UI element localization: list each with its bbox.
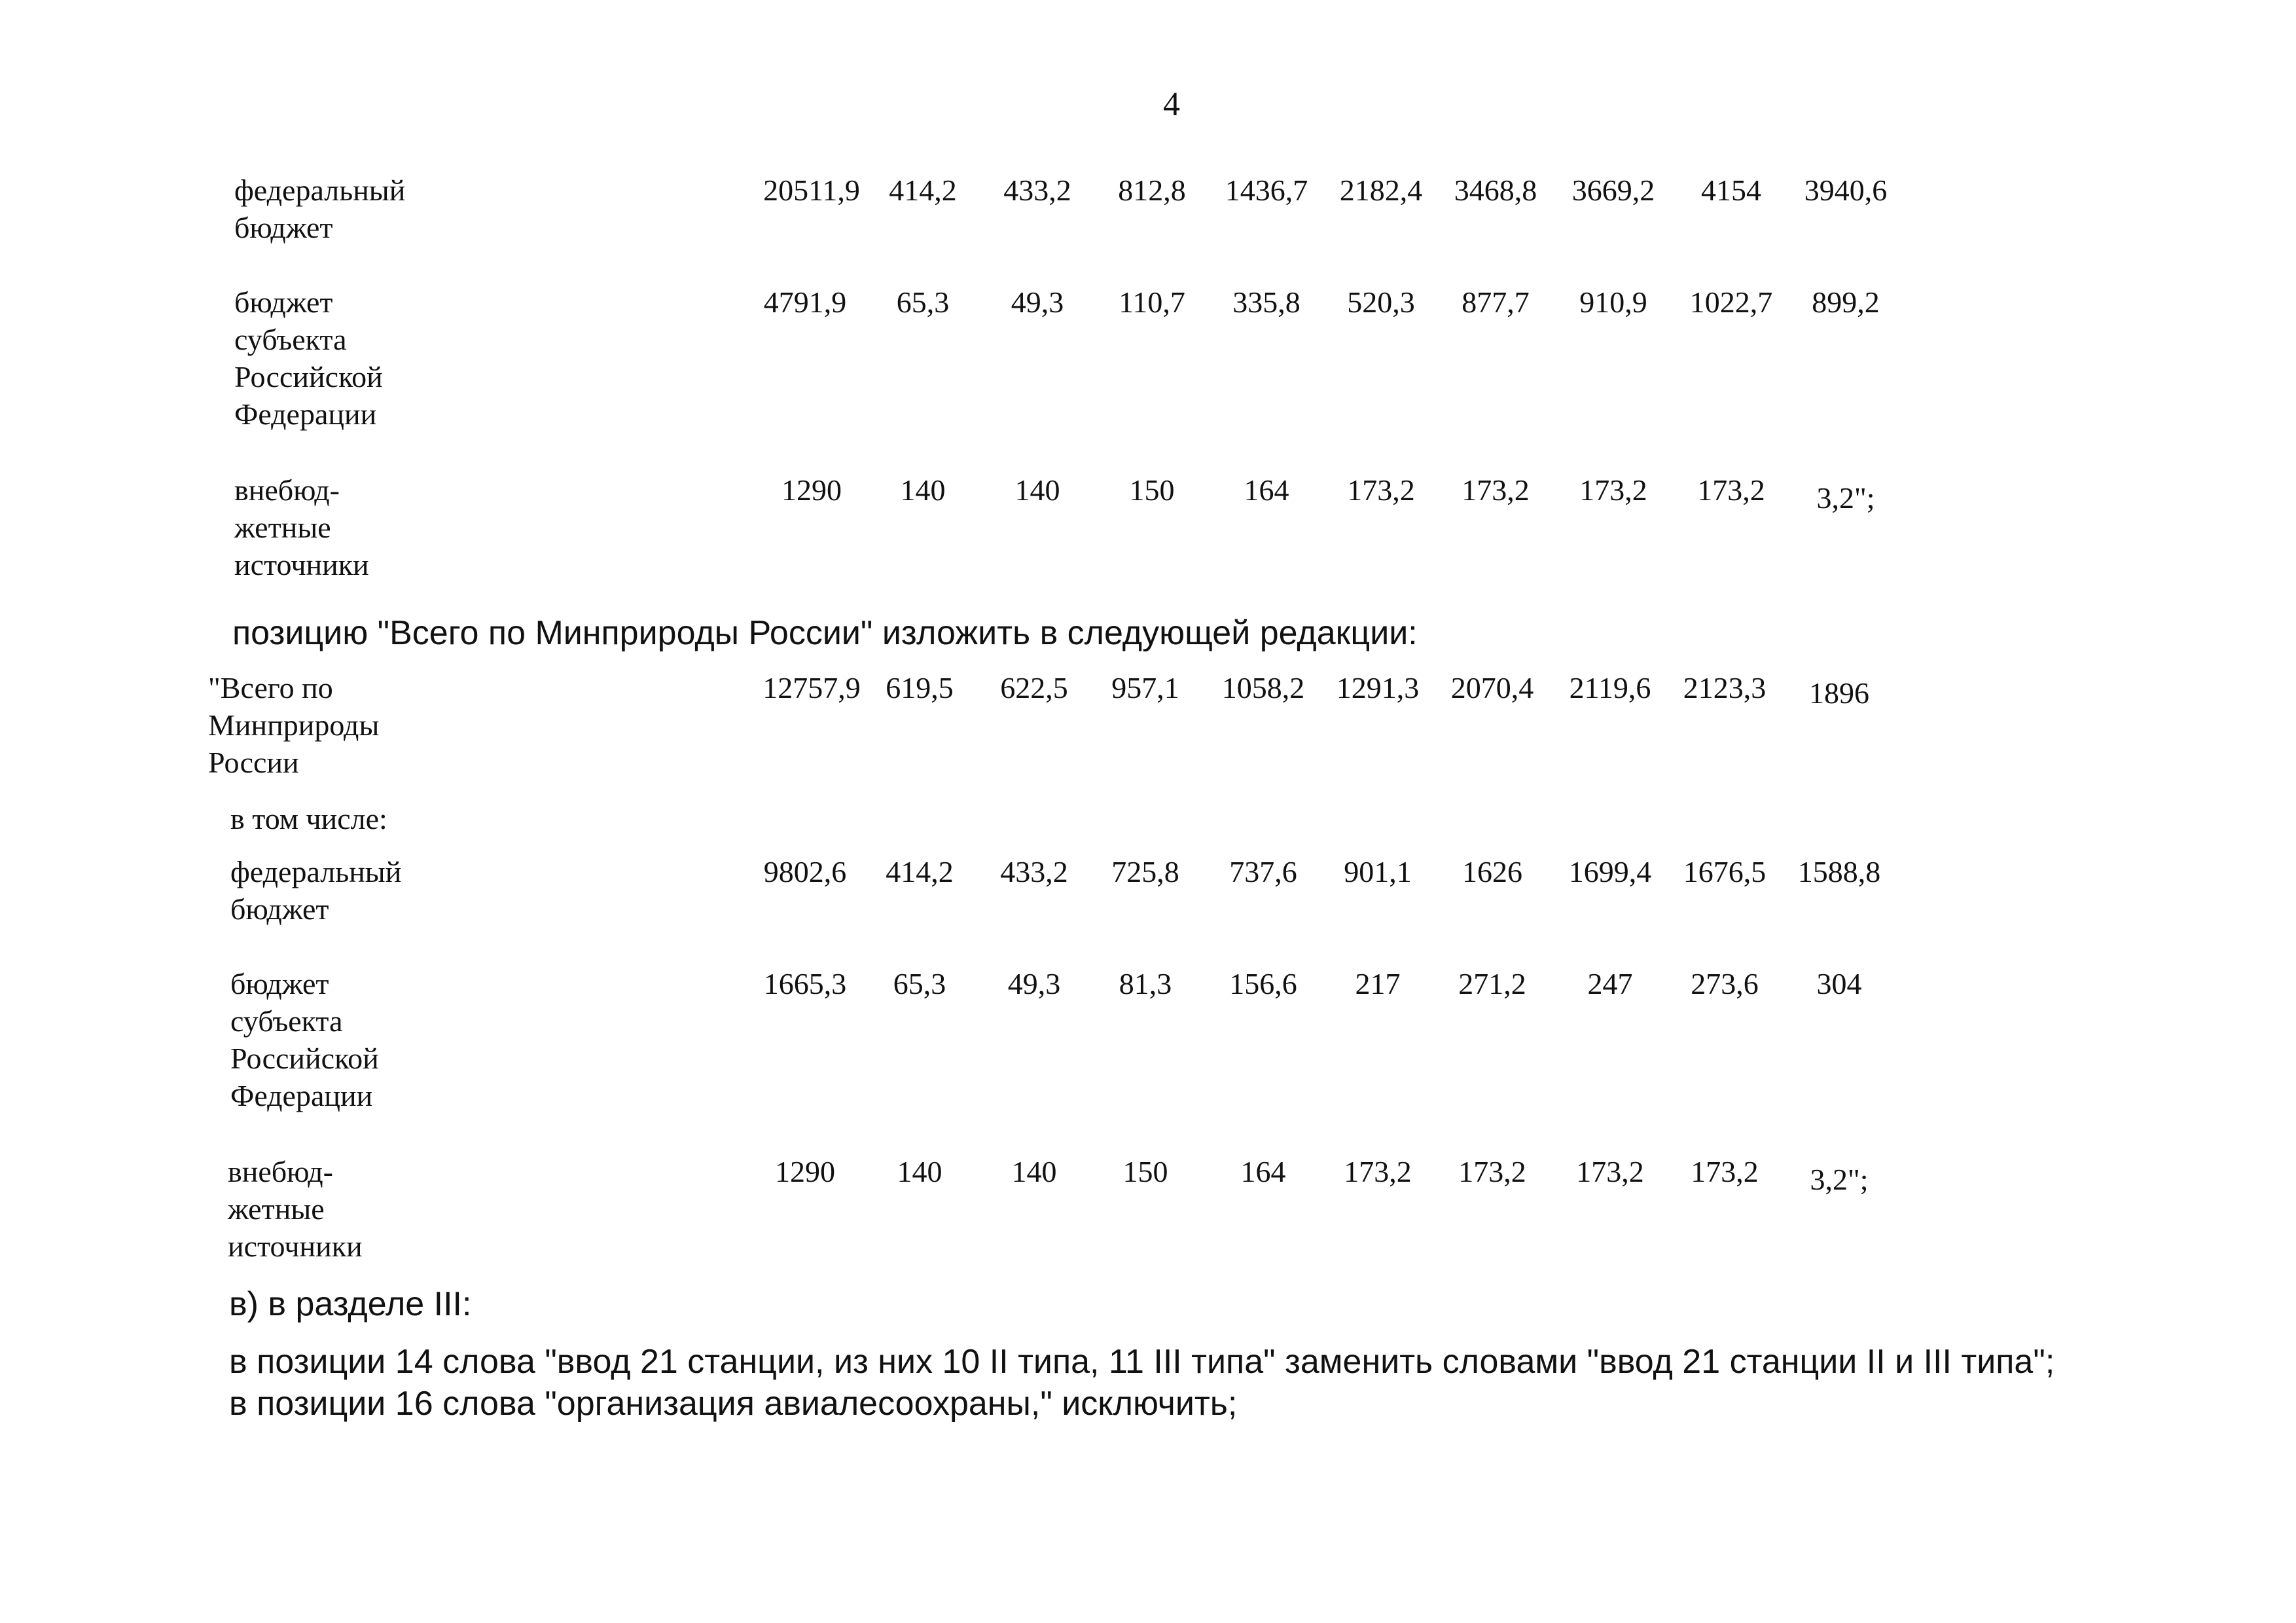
row-label: федеральный бюджет <box>234 173 406 244</box>
value-cell: 4791,9 <box>763 285 847 319</box>
value-cell: 1436,7 <box>1225 173 1308 207</box>
value-cell: 110,7 <box>1119 285 1185 319</box>
value-cell: 335,8 <box>1232 285 1300 319</box>
value-cell: 1588,8 <box>1797 855 1881 888</box>
instruction-replace-total: позицию "Всего по Минприроды России" изложить в следующей редакции: <box>232 614 1418 652</box>
value-cell: 65,3 <box>893 967 946 1000</box>
value-cell: 812,8 <box>1118 173 1186 207</box>
value-cell: 1022,7 <box>1689 285 1773 319</box>
value-cell: 173,2 <box>1347 473 1415 507</box>
value-cell: 3,2"; <box>1810 1163 1869 1196</box>
value-cell: 2070,4 <box>1450 671 1534 704</box>
page-number: 4 <box>1163 86 1180 123</box>
value-cell: 877,7 <box>1462 285 1530 319</box>
row-label: бюджет субъекта Российской Федерации <box>234 285 383 431</box>
value-cell: 81,3 <box>1119 967 1172 1000</box>
value-cell: 140 <box>1014 473 1060 507</box>
value-cell: 433,2 <box>1003 173 1071 207</box>
value-cell: 173,2 <box>1697 473 1765 507</box>
value-cell: 20511,9 <box>763 173 860 207</box>
value-cell: 1676,5 <box>1683 855 1767 888</box>
value-cell: 173,2 <box>1462 473 1530 507</box>
row-label: федеральный бюджет <box>230 855 402 926</box>
value-cell: 173,2 <box>1576 1155 1644 1188</box>
row-label: внебюд- жетные источники <box>228 1155 363 1263</box>
value-cell: 217 <box>1355 967 1401 1000</box>
value-cell: 2119,6 <box>1569 671 1651 704</box>
value-cell: 3,2"; <box>1816 481 1875 515</box>
value-cell: 173,2 <box>1691 1155 1759 1188</box>
paragraph-section-iii: в) в разделе III: <box>229 1285 472 1323</box>
value-cell: 140 <box>1011 1155 1057 1188</box>
value-cell: 1290 <box>775 1155 835 1188</box>
row-label: бюджет субъекта Российской Федерации <box>230 967 379 1112</box>
row-label: внебюд- жетные источники <box>234 473 369 581</box>
value-cell: 2182,4 <box>1339 173 1423 207</box>
subheading-including: в том числе: <box>230 802 387 835</box>
value-cell: 1896 <box>1809 676 1869 710</box>
value-cell: 910,9 <box>1579 285 1647 319</box>
value-cell: 2123,3 <box>1683 671 1767 704</box>
value-cell: 150 <box>1129 473 1175 507</box>
value-cell: 725,8 <box>1111 855 1179 888</box>
value-cell: 3940,6 <box>1804 173 1888 207</box>
value-cell: 520,3 <box>1347 285 1415 319</box>
value-cell: 957,1 <box>1111 671 1179 704</box>
value-cell: 140 <box>900 473 946 507</box>
value-cell: 1291,3 <box>1336 671 1420 704</box>
value-cell: 65,3 <box>896 285 950 319</box>
value-cell: 622,5 <box>1000 671 1068 704</box>
value-cell: 173,2 <box>1458 1155 1526 1188</box>
value-cell: 164 <box>1244 473 1289 507</box>
row-label: "Всего по Минприроды России <box>208 671 380 779</box>
value-cell: 156,6 <box>1229 967 1297 1000</box>
value-cell: 271,2 <box>1458 967 1526 1000</box>
value-cell: 901,1 <box>1344 855 1412 888</box>
value-cell: 1665,3 <box>763 967 847 1000</box>
value-cell: 173,2 <box>1579 473 1647 507</box>
value-cell: 414,2 <box>886 855 954 888</box>
value-cell: 4154 <box>1701 173 1761 207</box>
value-cell: 247 <box>1587 967 1633 1000</box>
value-cell: 619,5 <box>886 671 954 704</box>
value-cell: 1058,2 <box>1221 671 1305 704</box>
value-cell: 173,2 <box>1344 1155 1412 1188</box>
value-cell: 12757,9 <box>762 671 861 704</box>
value-cell: 164 <box>1240 1155 1286 1188</box>
value-cell: 899,2 <box>1812 285 1880 319</box>
value-cell: 1290 <box>781 473 842 507</box>
paragraph-position-14: в позиции 14 слова "ввод 21 станции, из них 10 II типа, 11 III типа" заменить словами "ввод 21 станции II и III типа"; <box>229 1343 2055 1381</box>
value-cell: 737,6 <box>1229 855 1297 888</box>
value-cell: 1626 <box>1462 855 1522 888</box>
value-cell: 49,3 <box>1011 285 1064 319</box>
value-cell: 414,2 <box>889 173 957 207</box>
value-cell: 3669,2 <box>1571 173 1655 207</box>
paragraph-position-16: в позиции 16 слова "организация авиалесоохраны," исключить; <box>229 1385 1238 1423</box>
value-cell: 3468,8 <box>1454 173 1537 207</box>
value-cell: 1699,4 <box>1568 855 1652 888</box>
value-cell: 150 <box>1122 1155 1168 1188</box>
value-cell: 9802,6 <box>763 855 847 888</box>
value-cell: 49,3 <box>1007 967 1061 1000</box>
value-cell: 433,2 <box>1000 855 1068 888</box>
value-cell: 273,6 <box>1691 967 1759 1000</box>
value-cell: 140 <box>897 1155 942 1188</box>
value-cell: 304 <box>1816 967 1862 1000</box>
